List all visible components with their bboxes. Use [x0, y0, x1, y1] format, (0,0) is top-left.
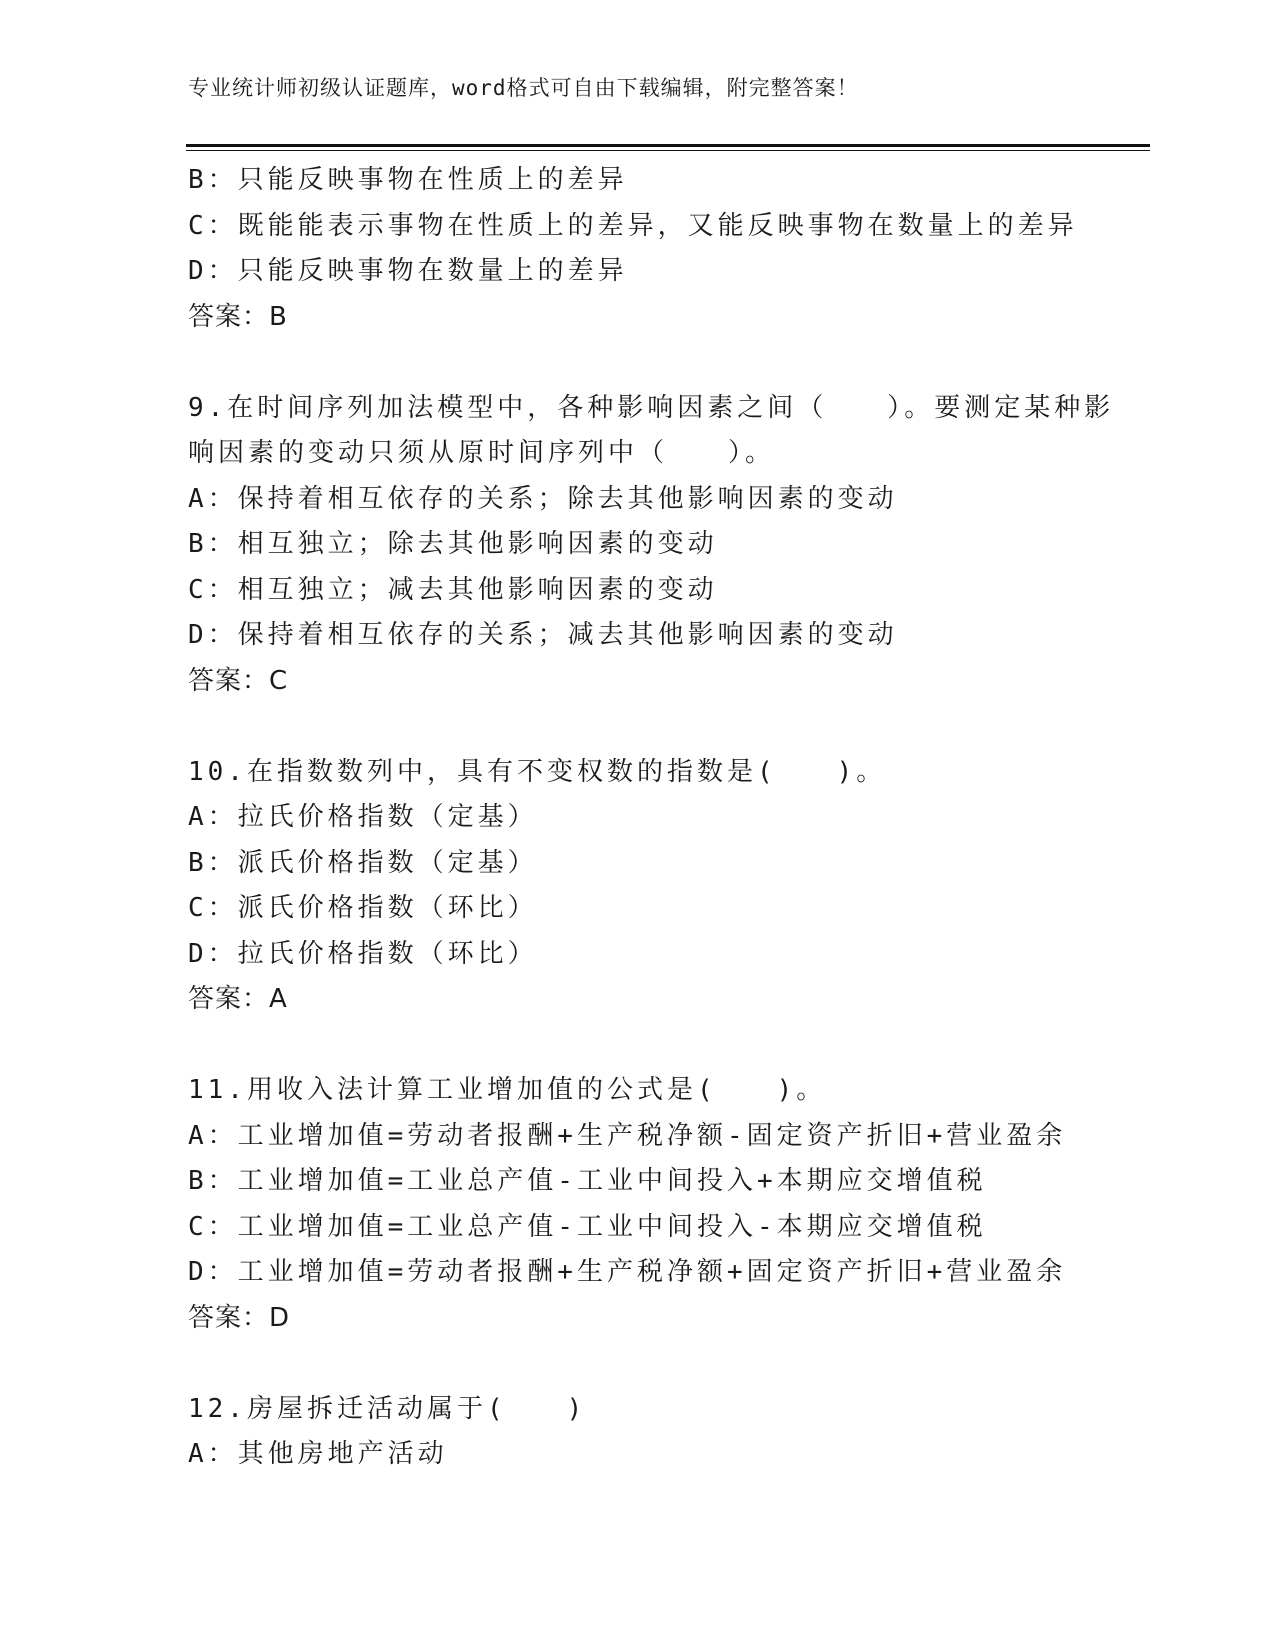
question-10 [188, 750, 1148, 1023]
option-c: C：工业增加值=工业总产值-工业中间投入-本期应交增值税 [188, 1211, 987, 1242]
document-body [188, 158, 1148, 1478]
answer-line: 答案：B [188, 301, 288, 332]
question-stem-line: 9.在时间序列加法模型中，各种影响因素之间（ ）。要测定某种影 [188, 392, 1115, 423]
page-header: 专业统计师初级认证题库，word格式可自由下载编辑，附完整答案！ [188, 76, 859, 100]
answer-line: 答案：D [188, 1302, 291, 1333]
answer-line: 答案：C [188, 665, 289, 696]
option-b: B：工业增加值=工业总产值-工业中间投入+本期应交增值税 [188, 1166, 987, 1196]
option-c: C：相互独立；减去其他影响因素的变动 [188, 574, 718, 605]
option-c: C：既能能表示事物在性质上的差异，又能反映事物在数量上的差异 [188, 210, 1078, 241]
spacer [188, 704, 1148, 750]
question-stem-line: 响因素的变动只须从原时间序列中（ ）。 [188, 438, 776, 468]
option-c: C：派氏价格指数（环比） [188, 893, 538, 923]
spacer [188, 340, 1148, 386]
spacer [188, 1023, 1148, 1069]
header-rule-thick [186, 144, 1150, 147]
option-a: A：工业增加值=劳动者报酬+生产税净额-固定资产折旧+营业盈余 [188, 1120, 1067, 1151]
option-b: B：派氏价格指数（定基） [188, 847, 538, 878]
question-partial [188, 158, 1148, 340]
question-stem-line: 12.房屋拆迁活动属于( ) [188, 1393, 587, 1424]
option-b: B：只能反映事物在性质上的差异 [188, 165, 628, 195]
question-12 [188, 1387, 1148, 1478]
option-d: D：拉氏价格指数（环比） [188, 938, 538, 969]
question-11 [188, 1068, 1148, 1341]
option-a: A：其他房地产活动 [188, 1439, 448, 1469]
option-d: D：保持着相互依存的关系；减去其他影响因素的变动 [188, 620, 898, 650]
option-b: B：相互独立；除去其他影响因素的变动 [188, 529, 718, 559]
answer-line: 答案：A [188, 984, 288, 1014]
spacer [188, 1341, 1148, 1387]
question-9 [188, 386, 1148, 705]
question-stem-line: 11.用收入法计算工业增加值的公式是( )。 [188, 1075, 827, 1105]
question-stem-line: 10.在指数数列中，具有不变权数的指数是( )。 [188, 756, 887, 787]
header-rule-thin [186, 150, 1150, 151]
option-a: A：拉氏价格指数（定基） [188, 802, 538, 832]
option-a: A：保持着相互依存的关系；除去其他影响因素的变动 [188, 483, 898, 514]
option-d: D：工业增加值=劳动者报酬+生产税净额+固定资产折旧+营业盈余 [188, 1257, 1067, 1287]
option-d: D：只能反映事物在数量上的差异 [188, 256, 628, 286]
